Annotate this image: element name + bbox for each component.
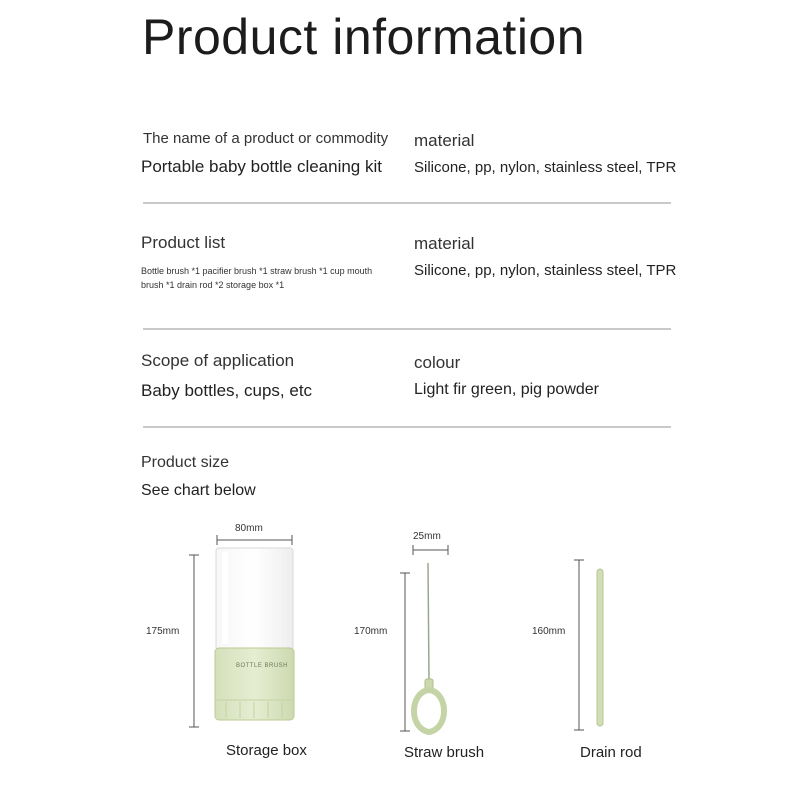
straw-brush-height-label: 170mm [354,626,388,637]
storage-box-height-label: 175mm [146,626,180,637]
straw-brush-width-line [413,545,448,555]
product-size-label: Product size [141,454,230,471]
material-label-1: material [414,131,475,150]
straw-brush-caption: Straw brush [404,744,485,761]
storage-box-illustration [215,548,294,720]
colour-value: Light fir green, pig powder [414,381,599,398]
product-name-label: The name of a product or commodity [143,130,389,147]
drain-rod-height-line [574,560,584,730]
scope-label: Scope of application [141,351,295,370]
bottle-brush-print: BOTTLE BRUSH [236,663,289,669]
storage-box-width-line [217,535,292,545]
product-list-value: Bottle brush *1 pacifier brush *1 straw brush *1 cup mouth brush *1 drain rod *2 storage box *1 [141,266,373,290]
colour-label: colour [414,353,461,372]
drain-rod-caption: Drain rod [580,744,642,761]
product-size-value: See chart below [141,482,256,499]
material-value-1: Silicone, pp, nylon, stainless steel, TPR [414,159,677,176]
straw-brush-illustration [414,563,444,732]
material-label-2: material [414,234,475,253]
drain-rod-height-label: 160mm [532,626,566,637]
straw-brush-height-line [400,573,410,731]
storage-box-width-label: 80mm [235,523,263,534]
straw-brush-width-label: 25mm [413,531,441,542]
product-list-label: Product list [141,233,226,252]
product-name-value: Portable baby bottle cleaning kit [141,157,382,176]
drain-rod-illustration [597,569,603,726]
storage-box-caption: Storage box [226,742,307,759]
scope-value: Baby bottles, cups, etc [141,381,313,400]
material-value-2: Silicone, pp, nylon, stainless steel, TPR [414,262,677,279]
storage-box-height-line [189,555,199,727]
page-title: Product information [142,9,586,65]
